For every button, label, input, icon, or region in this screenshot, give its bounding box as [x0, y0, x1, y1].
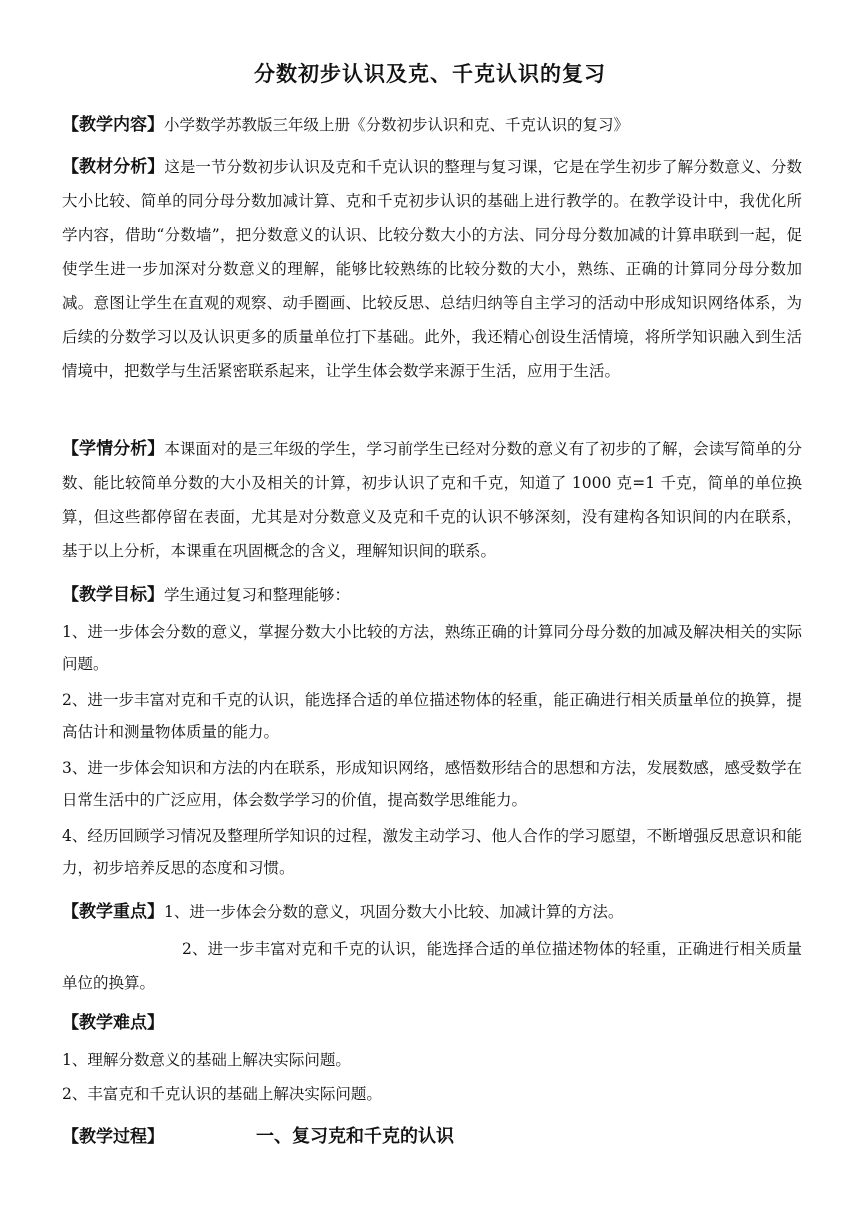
difficulty-item: 1、理解分数意义的基础上解决实际问题。 — [62, 1051, 351, 1069]
difficulty-item: 2、丰富克和千克认识的基础上解决实际问题。 — [62, 1085, 382, 1103]
document-title: 分数初步认识及克、千克认识的复习 — [254, 62, 606, 86]
difficulties-heading-line — [62, 1006, 802, 1040]
material-analysis-text: 这是一节分数初步认识及克和千克认识的整理与复习课，它是在学生初步了解分数意义、分数大小比较、简单的同分母分数加减计算、克和千克初步认识的基础上进行教学的。在教学设计中，我优化所学内容，借助“分数墙”，把分数意义的认识、比较分数大小的方法、同分母分数加减的计算串联到一起，促使学生进一步加深对分数意义的理解，能够比较熟练的比较分数的大小，熟练、正确的计算同分母分数加减。意图让学生在直观的观察、动手圈画、比较反思、总结归纳等自主学习的活动中形成知识网络体系，为后续的分数学习以及认识更多的质量单位打下基础。此外，我还精心创设生活情境，将所学知识融入到生活情境中，把数学与生活紧密联系起来，让学生体会数学来源于生活，应用于生活。 — [62, 158, 802, 380]
difficulties-heading: 【教学难点】 — [62, 1013, 164, 1033]
process-section-title: 一、复习克和千克的认识 — [256, 1126, 454, 1147]
teaching-content — [62, 108, 802, 142]
material-analysis — [62, 150, 802, 388]
teaching-content-text: 小学数学苏教版三年级上册《分数初步认识和克、千克认识的复习》 — [164, 116, 630, 134]
teaching-goals-intro: 学生通过复习和整理能够： — [164, 586, 351, 604]
learner-analysis-text: 本课面对的是三年级的学生，学习前学生已经对分数的意义有了初步的了解，会读写简单的分数、能比较简单分数的大小及相关的计算，初步认识了克和千克，知道了 1000 克=1 千克，简单的单位换算，但这些都停留在表面，尤其是对分数意义及克和千克的认识不够深刻，没有建构各知识间的内在联系，基于以上分析，本课重在巩固概念的含义，理解知识间的联系。 — [62, 440, 802, 560]
material-analysis-heading: 【教材分析】 — [62, 157, 165, 177]
key-points — [62, 895, 802, 929]
teaching-content-heading: 【教学内容】 — [62, 115, 164, 135]
goal-item: 2、进一步丰富对克和千克的认识，能选择合适的单位描述物体的轻重，能正确进行相关质量单位的换算，提高估计和测量物体质量的能力。 — [62, 691, 802, 741]
goal-item: 4、经历回顾学习情况及整理所学知识的过程，激发主动学习、他人合作的学习愿望，不断增强反思意识和能力，初步培养反思的态度和习惯。 — [62, 827, 802, 877]
process-heading: 【教学过程】 — [62, 1127, 164, 1147]
key-point-item: 1、进一步体会分数的意义，巩固分数大小比较、加减计算的方法。 — [164, 903, 624, 921]
learner-analysis-heading: 【学情分析】 — [62, 439, 165, 459]
key-point-item: 2、进一步丰富对克和千克的认识，能选择合适的单位描述物体的轻重，正确进行相关质量单位的换算。 — [62, 940, 802, 992]
key-points-heading: 【教学重点】 — [62, 902, 164, 922]
learner-analysis — [62, 432, 802, 568]
teaching-goals — [62, 578, 802, 612]
process-line — [62, 1120, 802, 1154]
goal-item: 3、进一步体会知识和方法的内在联系，形成知识网络，感悟数形结合的思想和方法，发展数感，感受数学在日常生活中的广泛应用，体会数学学习的价值，提高数学思维能力。 — [62, 759, 802, 809]
teaching-goals-heading: 【教学目标】 — [62, 585, 164, 605]
goal-item: 1、进一步体会分数的意义，掌握分数大小比较的方法，熟练正确的计算同分母分数的加减及解决相关的实际问题。 — [62, 623, 802, 673]
